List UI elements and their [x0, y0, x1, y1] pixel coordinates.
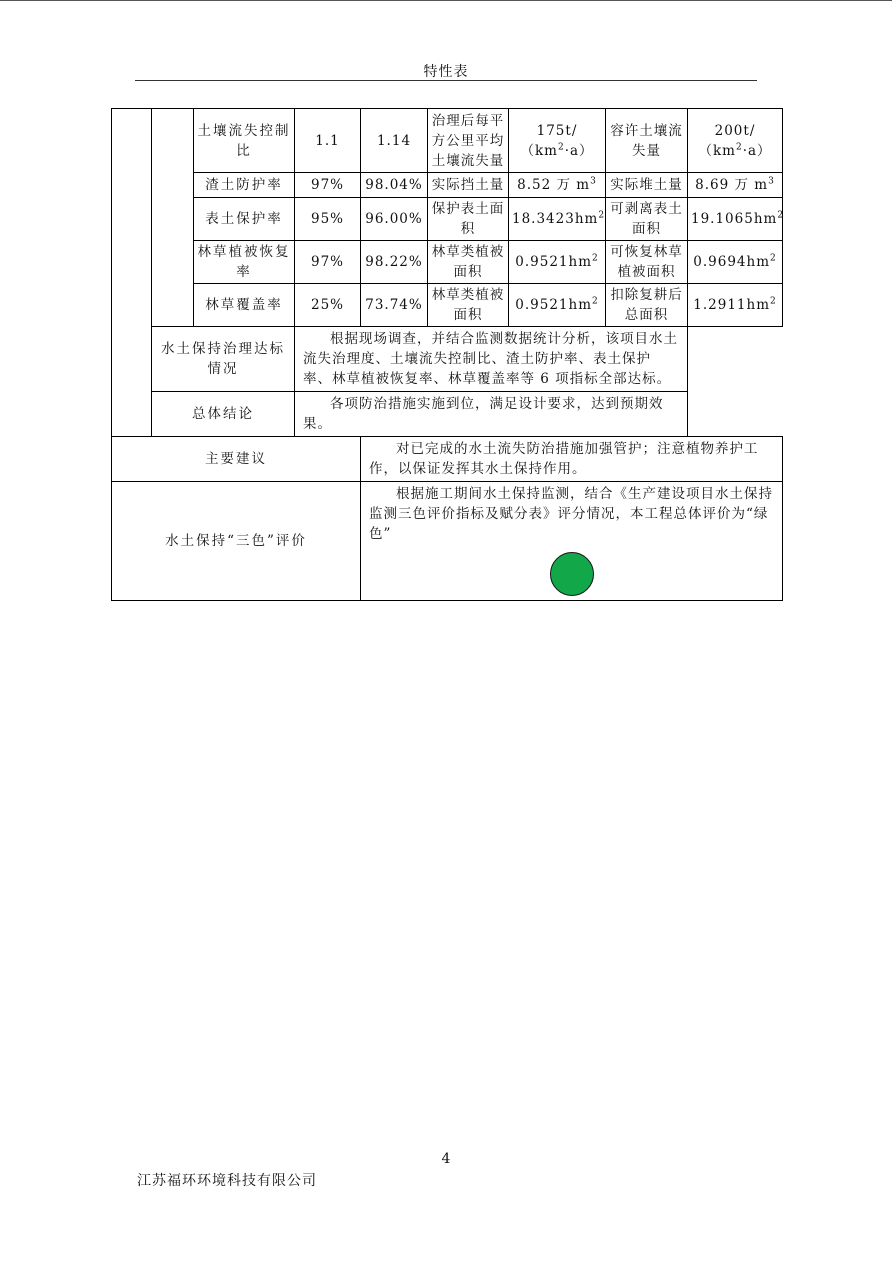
- basis-value: $18.3423hm^2$: [509, 198, 606, 241]
- target-value: 95%: [295, 198, 361, 241]
- table-row: [112, 437, 783, 482]
- evaluation-cell: [361, 482, 783, 601]
- basis-value: $0.9694hm^2$: [688, 241, 783, 284]
- row-label: 林草植被恢复率: [194, 241, 295, 284]
- table-row: [112, 109, 783, 173]
- conclusion-label: 总体结论: [152, 392, 295, 437]
- table-row: [112, 241, 783, 284]
- basis-value: 8.52 万 $m^3$: [509, 173, 606, 198]
- table-row: [112, 392, 783, 437]
- outer-group-cell: [112, 109, 152, 437]
- top-border: [0, 0, 892, 1]
- target-value: 97%: [295, 173, 361, 198]
- basis-name: 可恢复林草植被面积: [606, 241, 688, 284]
- green-rating-indicator: [550, 552, 594, 596]
- page-number: 4: [441, 1151, 451, 1167]
- row-label: 渣土防护率: [194, 173, 295, 198]
- target-value: 25%: [295, 284, 361, 327]
- table-row: [112, 198, 783, 241]
- row-label: 林草覆盖率: [194, 284, 295, 327]
- basis-name: 实际堆土量: [606, 173, 688, 198]
- characteristics-table: [111, 108, 783, 601]
- basis-name: 治理后每平方公里平均土壤流失量: [428, 109, 509, 173]
- page-header-title: 特性表: [423, 64, 469, 80]
- conclusion-text: 各项防治措施实施到位，满足设计要求，达到预期效果。: [295, 392, 688, 437]
- target-value: 1.1: [295, 109, 361, 173]
- header-rule: [135, 80, 757, 81]
- basis-value: $0.9521hm^2$: [509, 284, 606, 327]
- basis-name: 林草类植被面积: [428, 284, 509, 327]
- row-label: 土壤流失控制比: [194, 109, 295, 173]
- evaluation-label: 水土保持“三色”评价: [112, 482, 361, 601]
- actual-value: 96.00%: [361, 198, 428, 241]
- company-name: 江苏福环环境科技有限公司: [137, 1173, 317, 1189]
- table-row: [112, 284, 783, 327]
- basis-name: 可剥离表土面积: [606, 198, 688, 241]
- basis-value: 8.69 万 $m^3$: [688, 173, 783, 198]
- actual-value: 1.14: [361, 109, 428, 173]
- basis-value: $19.1065hm^2$: [688, 198, 783, 241]
- basis-name: 扣除复耕后总面积: [606, 284, 688, 327]
- status-text: 根据现场调查，并结合监测数据统计分析，该项目水土流失治理度、土壤流失控制比、渣土防护率、表土保护率、林草植被恢复率、林草覆盖率等 6 项指标全部达标。: [295, 327, 688, 392]
- suggestion-text: 对已完成的水土流失防治措施加强管护；注意植物养护工作，以保证发挥其水土保持作用。: [361, 437, 783, 482]
- table-row: [112, 482, 783, 601]
- basis-name: 容许土壤流失量: [606, 109, 688, 173]
- basis-name: 保护表土面积: [428, 198, 509, 241]
- basis-value: $200t/(km^2\cdot a)$: [688, 109, 783, 173]
- basis-value: $1.2911hm^2$: [688, 284, 783, 327]
- inner-group-cell: [152, 109, 194, 327]
- target-value: 97%: [295, 241, 361, 284]
- basis-name: 实际挡土量: [428, 173, 509, 198]
- actual-value: 98.22%: [361, 241, 428, 284]
- basis-value: $175t/(km^2\cdot a)$: [509, 109, 606, 173]
- basis-name: 林草类植被面积: [428, 241, 509, 284]
- row-label: 表土保护率: [194, 198, 295, 241]
- basis-value: $0.9521hm^2$: [509, 241, 606, 284]
- table-row: [112, 327, 783, 392]
- table-row: [112, 173, 783, 198]
- actual-value: 73.74%: [361, 284, 428, 327]
- actual-value: 98.04%: [361, 173, 428, 198]
- suggestion-label: 主要建议: [112, 437, 361, 482]
- evaluation-text: 根据施工期间水土保持监测，结合《生产建设项目水土保持监测三色评价指标及赋分表》评分情况，本工程总体评价为“绿色”: [369, 486, 773, 542]
- status-label: 水土保持治理达标情况: [152, 327, 295, 392]
